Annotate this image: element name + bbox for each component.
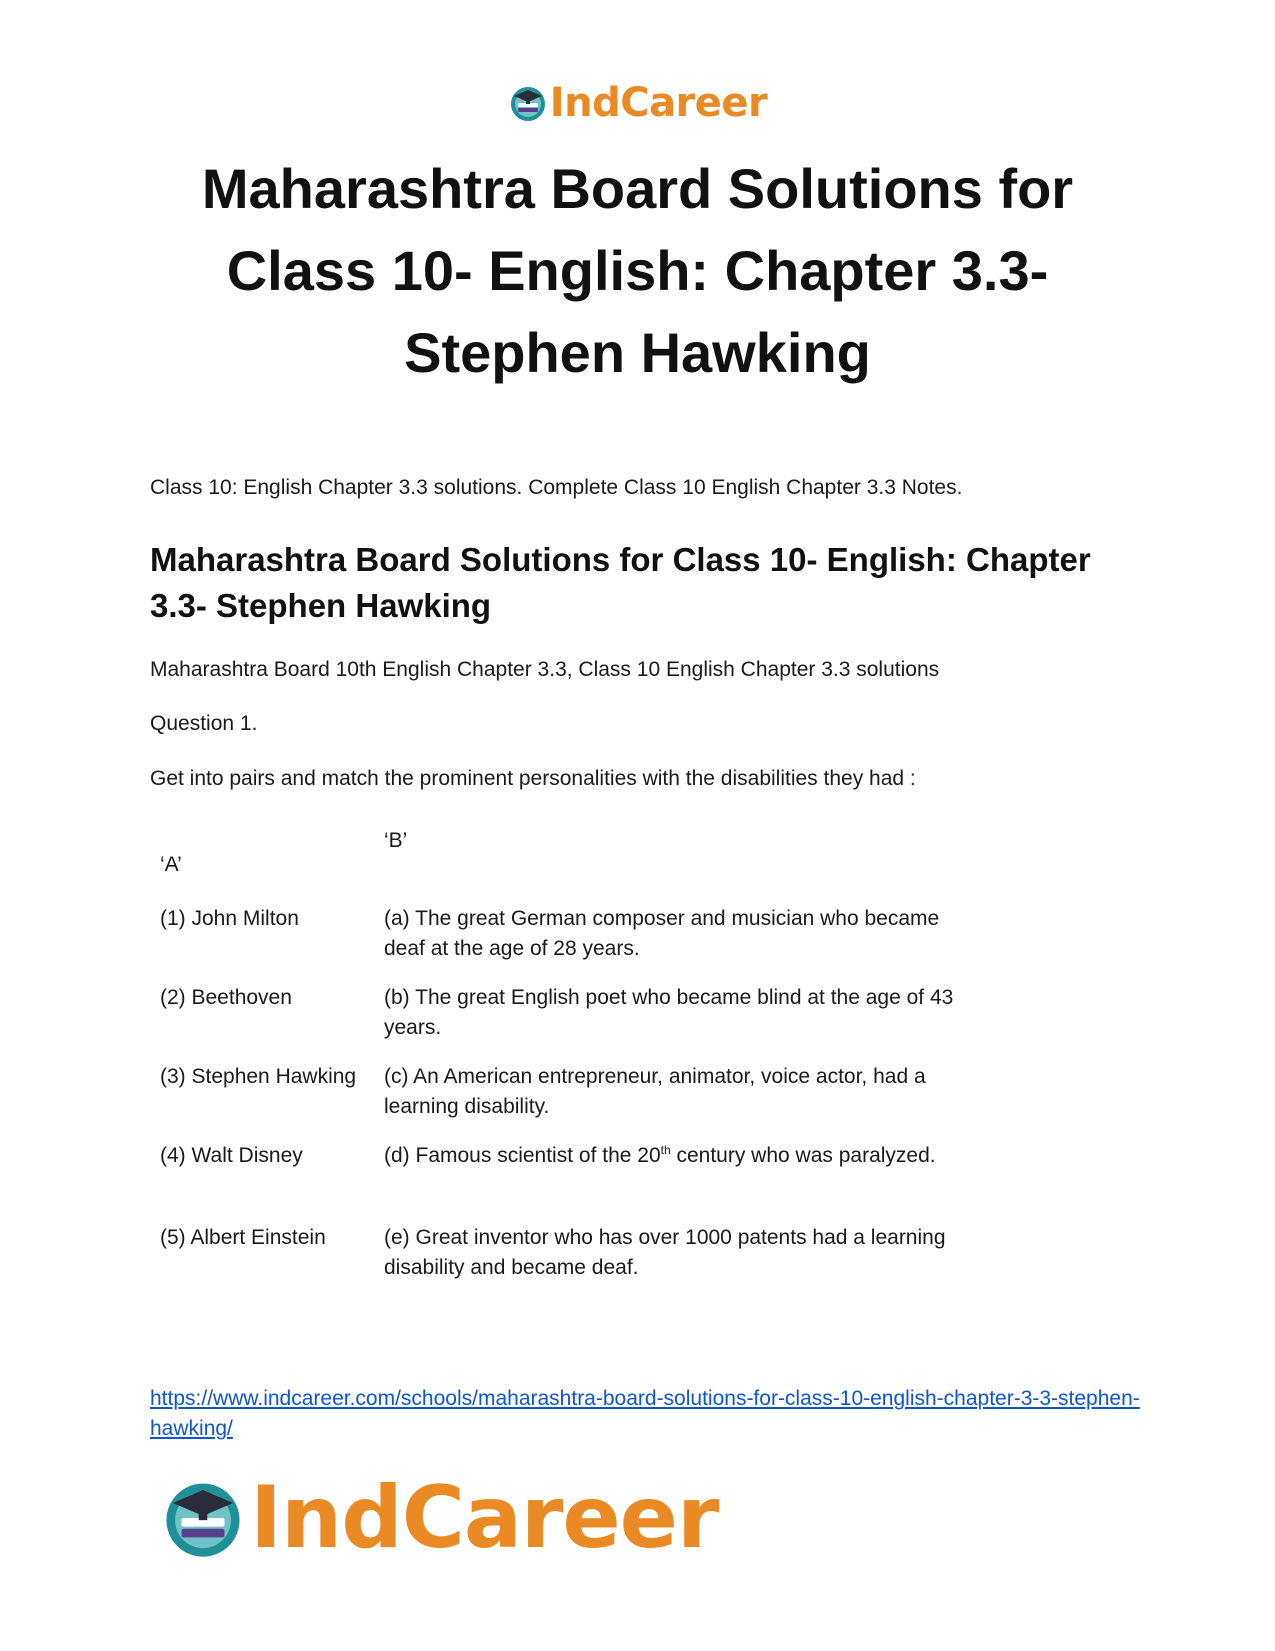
graduation-cap-globe-icon bbox=[508, 83, 548, 123]
cell-a: (3) Stephen Hawking bbox=[160, 1065, 357, 1088]
cell-b bbox=[384, 1141, 954, 1171]
cell-a: (5) Albert Einstein bbox=[160, 1226, 326, 1249]
question-instruction: Get into pairs and match the prominent personalities with the disabilities they had : bbox=[150, 767, 916, 790]
cell-b: (c) An American entrepreneur, animator, voice actor, had a learning disability. bbox=[384, 1065, 926, 1118]
logo-wordmark: IndCareer bbox=[549, 80, 768, 126]
cell-a: (2) Beethoven bbox=[160, 986, 292, 1009]
cell-b: (b) The great English poet who became blind at the age of 43 years. bbox=[384, 986, 954, 1039]
indcareer-logo-bottom[interactable] bbox=[160, 1468, 718, 1568]
cell-b-text-end: century who was paralyzed. bbox=[670, 1144, 936, 1167]
cell-b: (a) The great German composer and musician who became deaf at the age of 28 years. bbox=[384, 907, 940, 960]
graduation-cap-globe-icon bbox=[160, 1475, 246, 1561]
section-heading: Maharashtra Board Solutions for Class 10- English: Chapter 3.3- Stephen Hawking bbox=[150, 541, 1091, 624]
question-label: Question 1. bbox=[150, 712, 258, 735]
logo-wordmark: IndCareer bbox=[250, 1468, 719, 1568]
column-b-header: ‘B’ bbox=[384, 829, 408, 852]
superscript-th: th bbox=[660, 1143, 671, 1157]
column-a-header: ‘A’ bbox=[160, 853, 182, 876]
cell-b-text-start: (d) Famous scientist of the 20 bbox=[384, 1144, 661, 1167]
cell-a: (4) Walt Disney bbox=[160, 1144, 303, 1167]
cell-b: (e) Great inventor who has over 1000 patents had a learning disability and became deaf. bbox=[384, 1226, 946, 1279]
source-url-link[interactable]: https://www.indcareer.com/schools/maharashtra-board-solutions-for-class-10-english-chapter-3-3-stephen-hawking/ bbox=[150, 1387, 1140, 1440]
indcareer-logo-top[interactable] bbox=[0, 78, 1275, 128]
intro-text: Class 10: English Chapter 3.3 solutions. Complete Class 10 English Chapter 3.3 Notes. bbox=[150, 476, 963, 499]
cell-a: (1) John Milton bbox=[160, 907, 299, 930]
page-title: Maharashtra Board Solutions for Class 10- English: Chapter 3.3- Stephen Hawking bbox=[201, 157, 1074, 384]
subline-text: Maharashtra Board 10th English Chapter 3.3, Class 10 English Chapter 3.3 solutions bbox=[150, 658, 940, 681]
